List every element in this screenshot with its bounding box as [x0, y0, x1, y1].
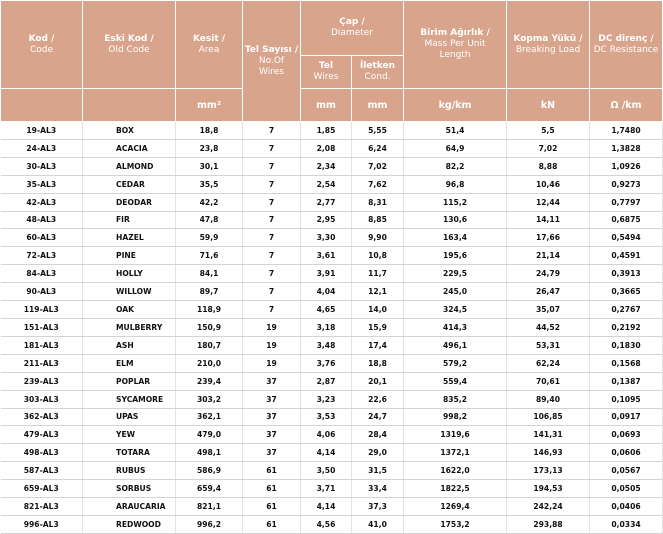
cell-mass: 414,3	[404, 318, 507, 336]
cell-breaking-load: 24,79	[507, 265, 590, 283]
cell-wire-diameter: 3,76	[301, 354, 352, 372]
cell-wire-diameter: 4,65	[301, 301, 352, 319]
cell-breaking-load: 35,07	[507, 301, 590, 319]
cell-code: 72-AL3	[1, 247, 83, 265]
cell-area: 362,1	[176, 408, 243, 426]
table-row	[1, 354, 663, 372]
cell-wires: 7	[243, 211, 301, 229]
table-row	[1, 515, 663, 533]
cell-breaking-load: 8,88	[507, 157, 590, 175]
cell-wire-diameter: 1,85	[301, 122, 352, 140]
cell-dc-resistance: 0,7797	[590, 193, 663, 211]
cell-area: 47,8	[176, 211, 243, 229]
cell-old-code: DEODAR	[83, 193, 176, 211]
cell-dc-resistance: 0,1830	[590, 336, 663, 354]
cell-old-code: FIR	[83, 211, 176, 229]
cell-old-code: HOLLY	[83, 265, 176, 283]
cell-wire-diameter: 2,77	[301, 193, 352, 211]
cell-old-code: ASH	[83, 336, 176, 354]
cell-code: 35-AL3	[1, 175, 83, 193]
cell-area: 118,9	[176, 301, 243, 319]
cell-breaking-load: 141,31	[507, 426, 590, 444]
cell-wires: 7	[243, 247, 301, 265]
table-row	[1, 193, 663, 211]
cell-wire-diameter: 2,54	[301, 175, 352, 193]
cell-code: 239-AL3	[1, 372, 83, 390]
cell-dc-resistance: 0,5494	[590, 229, 663, 247]
cell-wires: 19	[243, 336, 301, 354]
cell-area: 239,4	[176, 372, 243, 390]
cell-conductor-diameter: 28,4	[352, 426, 404, 444]
header-area: Kesit / Area	[176, 1, 243, 89]
cell-conductor-diameter: 11,7	[352, 265, 404, 283]
cell-conductor-diameter: 33,4	[352, 480, 404, 498]
cell-wires: 19	[243, 318, 301, 336]
table-row	[1, 336, 663, 354]
cell-mass: 82,2	[404, 157, 507, 175]
cell-mass: 1372,1	[404, 444, 507, 462]
cell-old-code: HAZEL	[83, 229, 176, 247]
cell-wires: 37	[243, 390, 301, 408]
cell-code: 996-AL3	[1, 515, 83, 533]
cell-breaking-load: 53,31	[507, 336, 590, 354]
cell-wire-diameter: 3,71	[301, 480, 352, 498]
cell-code: 303-AL3	[1, 390, 83, 408]
cell-breaking-load: 89,40	[507, 390, 590, 408]
cell-mass: 64,9	[404, 139, 507, 157]
cell-mass: 163,4	[404, 229, 507, 247]
cell-old-code: UPAS	[83, 408, 176, 426]
cell-conductor-diameter: 10,8	[352, 247, 404, 265]
cell-wire-diameter: 3,91	[301, 265, 352, 283]
cell-area: 35,5	[176, 175, 243, 193]
unit-old-empty	[83, 89, 176, 122]
cell-conductor-diameter: 24,7	[352, 408, 404, 426]
cell-old-code: WILLOW	[83, 283, 176, 301]
cell-code: 48-AL3	[1, 211, 83, 229]
cell-area: 150,9	[176, 318, 243, 336]
cell-wire-diameter: 4,14	[301, 444, 352, 462]
cell-wires: 61	[243, 515, 301, 533]
cell-wires: 7	[243, 283, 301, 301]
cell-area: 30,1	[176, 157, 243, 175]
table-row	[1, 139, 663, 157]
cell-mass: 51,4	[404, 122, 507, 140]
cell-area: 42,2	[176, 193, 243, 211]
cell-code: 151-AL3	[1, 318, 83, 336]
cell-old-code: MULBERRY	[83, 318, 176, 336]
unit-code-empty	[1, 89, 83, 122]
header-diameter-cond: İletken Cond.	[352, 56, 404, 89]
cell-dc-resistance: 0,9273	[590, 175, 663, 193]
cell-old-code: TOTARA	[83, 444, 176, 462]
cell-code: 24-AL3	[1, 139, 83, 157]
cell-code: 30-AL3	[1, 157, 83, 175]
table-row	[1, 229, 663, 247]
cell-code: 60-AL3	[1, 229, 83, 247]
cell-mass: 96,8	[404, 175, 507, 193]
cell-area: 586,9	[176, 462, 243, 480]
cell-breaking-load: 12,44	[507, 193, 590, 211]
cell-conductor-diameter: 12,1	[352, 283, 404, 301]
cell-conductor-diameter: 8,31	[352, 193, 404, 211]
cell-breaking-load: 44,52	[507, 318, 590, 336]
cell-wire-diameter: 3,61	[301, 247, 352, 265]
cell-wires: 61	[243, 480, 301, 498]
header-diameter-wires: Tel Wires	[301, 56, 352, 89]
cell-wires: 37	[243, 426, 301, 444]
cell-conductor-diameter: 17,4	[352, 336, 404, 354]
table-row	[1, 175, 663, 193]
cell-dc-resistance: 0,2767	[590, 301, 663, 319]
cell-wires: 7	[243, 139, 301, 157]
cell-code: 659-AL3	[1, 480, 83, 498]
cell-mass: 195,6	[404, 247, 507, 265]
cell-dc-resistance: 0,3913	[590, 265, 663, 283]
cell-mass: 1822,5	[404, 480, 507, 498]
cell-breaking-load: 173,13	[507, 462, 590, 480]
cell-wires: 7	[243, 229, 301, 247]
cell-conductor-diameter: 20,1	[352, 372, 404, 390]
cell-old-code: BOX	[83, 122, 176, 140]
cell-mass: 245,0	[404, 283, 507, 301]
cell-area: 659,4	[176, 480, 243, 498]
cell-wire-diameter: 3,53	[301, 408, 352, 426]
cell-mass: 229,5	[404, 265, 507, 283]
cell-dc-resistance: 0,0693	[590, 426, 663, 444]
cell-old-code: ARAUCARIA	[83, 498, 176, 516]
cell-mass: 496,1	[404, 336, 507, 354]
cell-conductor-diameter: 29,0	[352, 444, 404, 462]
cell-breaking-load: 70,61	[507, 372, 590, 390]
table-body	[1, 122, 663, 534]
cell-breaking-load: 10,46	[507, 175, 590, 193]
cell-breaking-load: 5,5	[507, 122, 590, 140]
cell-wire-diameter: 2,87	[301, 372, 352, 390]
cell-dc-resistance: 0,0334	[590, 515, 663, 533]
cell-conductor-diameter: 37,3	[352, 498, 404, 516]
table-row	[1, 283, 663, 301]
cell-wires: 7	[243, 175, 301, 193]
cell-conductor-diameter: 5,55	[352, 122, 404, 140]
cell-conductor-diameter: 7,02	[352, 157, 404, 175]
cell-dc-resistance: 0,3665	[590, 283, 663, 301]
cell-wire-diameter: 3,50	[301, 462, 352, 480]
header-mass: Birim Ağırlık / Mass Per Unit Length	[404, 1, 507, 89]
table-row	[1, 480, 663, 498]
cell-breaking-load: 146,93	[507, 444, 590, 462]
cell-mass: 1753,2	[404, 515, 507, 533]
cell-breaking-load: 194,53	[507, 480, 590, 498]
cell-mass: 324,5	[404, 301, 507, 319]
cell-mass: 835,2	[404, 390, 507, 408]
cell-code: 498-AL3	[1, 444, 83, 462]
cell-code: 119-AL3	[1, 301, 83, 319]
table-row	[1, 390, 663, 408]
table-row	[1, 122, 663, 140]
cell-old-code: RUBUS	[83, 462, 176, 480]
cell-mass: 1319,6	[404, 426, 507, 444]
cell-code: 42-AL3	[1, 193, 83, 211]
cell-wire-diameter: 3,48	[301, 336, 352, 354]
cell-old-code: PINE	[83, 247, 176, 265]
cell-code: 587-AL3	[1, 462, 83, 480]
cell-dc-resistance: 1,7480	[590, 122, 663, 140]
cell-wires: 7	[243, 301, 301, 319]
cell-code: 181-AL3	[1, 336, 83, 354]
cell-breaking-load: 62,24	[507, 354, 590, 372]
cell-dc-resistance: 1,3828	[590, 139, 663, 157]
cell-breaking-load: 242,24	[507, 498, 590, 516]
cell-area: 18,8	[176, 122, 243, 140]
cell-wires: 7	[243, 122, 301, 140]
cell-wire-diameter: 3,30	[301, 229, 352, 247]
cell-mass: 579,2	[404, 354, 507, 372]
cell-old-code: OAK	[83, 301, 176, 319]
cell-old-code: CEDAR	[83, 175, 176, 193]
cell-breaking-load: 14,11	[507, 211, 590, 229]
cell-dc-resistance: 0,1568	[590, 354, 663, 372]
cell-old-code: ALMOND	[83, 157, 176, 175]
cell-conductor-diameter: 9,90	[352, 229, 404, 247]
unit-area: mm²	[176, 89, 243, 122]
cell-old-code: ELM	[83, 354, 176, 372]
cell-wires: 61	[243, 498, 301, 516]
cell-mass: 559,4	[404, 372, 507, 390]
cell-area: 821,1	[176, 498, 243, 516]
cell-area: 84,1	[176, 265, 243, 283]
cell-wire-diameter: 2,08	[301, 139, 352, 157]
cell-dc-resistance: 0,0505	[590, 480, 663, 498]
cell-dc-resistance: 0,0567	[590, 462, 663, 480]
cell-conductor-diameter: 31,5	[352, 462, 404, 480]
cell-wires: 19	[243, 354, 301, 372]
cell-conductor-diameter: 14,0	[352, 301, 404, 319]
table-row	[1, 462, 663, 480]
table-row	[1, 372, 663, 390]
cell-old-code: ACACIA	[83, 139, 176, 157]
cell-wire-diameter: 4,14	[301, 498, 352, 516]
table-row	[1, 157, 663, 175]
cell-area: 71,6	[176, 247, 243, 265]
cell-wires: 37	[243, 372, 301, 390]
unit-mass: kg/km	[404, 89, 507, 122]
cell-breaking-load: 26,47	[507, 283, 590, 301]
table-row	[1, 444, 663, 462]
header-old-code: Eski Kod / Old Code	[83, 1, 176, 89]
cell-code: 211-AL3	[1, 354, 83, 372]
cell-conductor-diameter: 8,85	[352, 211, 404, 229]
cell-wires: 61	[243, 462, 301, 480]
cell-mass: 1622,0	[404, 462, 507, 480]
cell-wire-diameter: 4,06	[301, 426, 352, 444]
cell-breaking-load: 21,14	[507, 247, 590, 265]
cell-old-code: POPLAR	[83, 372, 176, 390]
cell-conductor-diameter: 6,24	[352, 139, 404, 157]
cell-dc-resistance: 0,0406	[590, 498, 663, 516]
cell-wire-diameter: 3,18	[301, 318, 352, 336]
table-row	[1, 318, 663, 336]
cell-mass: 1269,4	[404, 498, 507, 516]
cell-dc-resistance: 0,4591	[590, 247, 663, 265]
cell-breaking-load: 7,02	[507, 139, 590, 157]
cell-code: 84-AL3	[1, 265, 83, 283]
cell-area: 23,8	[176, 139, 243, 157]
cell-conductor-diameter: 15,9	[352, 318, 404, 336]
cell-conductor-diameter: 41,0	[352, 515, 404, 533]
unit-break: kN	[507, 89, 590, 122]
cell-code: 362-AL3	[1, 408, 83, 426]
cell-code: 19-AL3	[1, 122, 83, 140]
table-row	[1, 211, 663, 229]
cell-mass: 130,6	[404, 211, 507, 229]
cell-mass: 115,2	[404, 193, 507, 211]
cell-code: 90-AL3	[1, 283, 83, 301]
header-wires: Tel Sayısı / No.Of Wires	[243, 1, 301, 122]
table-row	[1, 498, 663, 516]
table-row	[1, 247, 663, 265]
header-breaking-load: Kopma Yükü / Breaking Load	[507, 1, 590, 89]
cell-area: 89,7	[176, 283, 243, 301]
table-row	[1, 426, 663, 444]
cell-mass: 998,2	[404, 408, 507, 426]
cell-dc-resistance: 0,0606	[590, 444, 663, 462]
header-dc-resistance: DC direnç / DC Resistance	[590, 1, 663, 89]
header-code: Kod / Code	[1, 1, 83, 89]
cell-area: 210,0	[176, 354, 243, 372]
cell-code: 479-AL3	[1, 426, 83, 444]
table-row	[1, 301, 663, 319]
cell-area: 180,7	[176, 336, 243, 354]
unit-cond: mm	[352, 89, 404, 122]
cell-dc-resistance: 0,0917	[590, 408, 663, 426]
cell-dc-resistance: 0,2192	[590, 318, 663, 336]
cell-dc-resistance: 0,1095	[590, 390, 663, 408]
cell-wire-diameter: 4,04	[301, 283, 352, 301]
cell-wires: 37	[243, 444, 301, 462]
cell-area: 303,2	[176, 390, 243, 408]
cell-wires: 7	[243, 157, 301, 175]
cell-old-code: SYCAMORE	[83, 390, 176, 408]
cell-area: 479,0	[176, 426, 243, 444]
cell-old-code: YEW	[83, 426, 176, 444]
cell-wires: 37	[243, 408, 301, 426]
cell-conductor-diameter: 22,6	[352, 390, 404, 408]
cell-wires: 7	[243, 265, 301, 283]
cell-breaking-load: 17,66	[507, 229, 590, 247]
table-row	[1, 408, 663, 426]
unit-dc: Ω /km	[590, 89, 663, 122]
cell-old-code: SORBUS	[83, 480, 176, 498]
cell-conductor-diameter: 7,62	[352, 175, 404, 193]
cell-area: 498,1	[176, 444, 243, 462]
cell-wire-diameter: 2,95	[301, 211, 352, 229]
cell-breaking-load: 293,88	[507, 515, 590, 533]
cell-dc-resistance: 1,0926	[590, 157, 663, 175]
cell-breaking-load: 106,85	[507, 408, 590, 426]
cell-wire-diameter: 2,34	[301, 157, 352, 175]
cell-wire-diameter: 4,56	[301, 515, 352, 533]
table-row	[1, 265, 663, 283]
cell-area: 59,9	[176, 229, 243, 247]
cell-code: 821-AL3	[1, 498, 83, 516]
unit-tel: mm	[301, 89, 352, 122]
cell-old-code: REDWOOD	[83, 515, 176, 533]
cell-conductor-diameter: 18,8	[352, 354, 404, 372]
cell-wires: 7	[243, 193, 301, 211]
cell-wire-diameter: 3,23	[301, 390, 352, 408]
cell-dc-resistance: 0,6875	[590, 211, 663, 229]
cell-area: 996,2	[176, 515, 243, 533]
cell-dc-resistance: 0,1387	[590, 372, 663, 390]
header-diameter: Çap / Diameter	[301, 1, 404, 56]
